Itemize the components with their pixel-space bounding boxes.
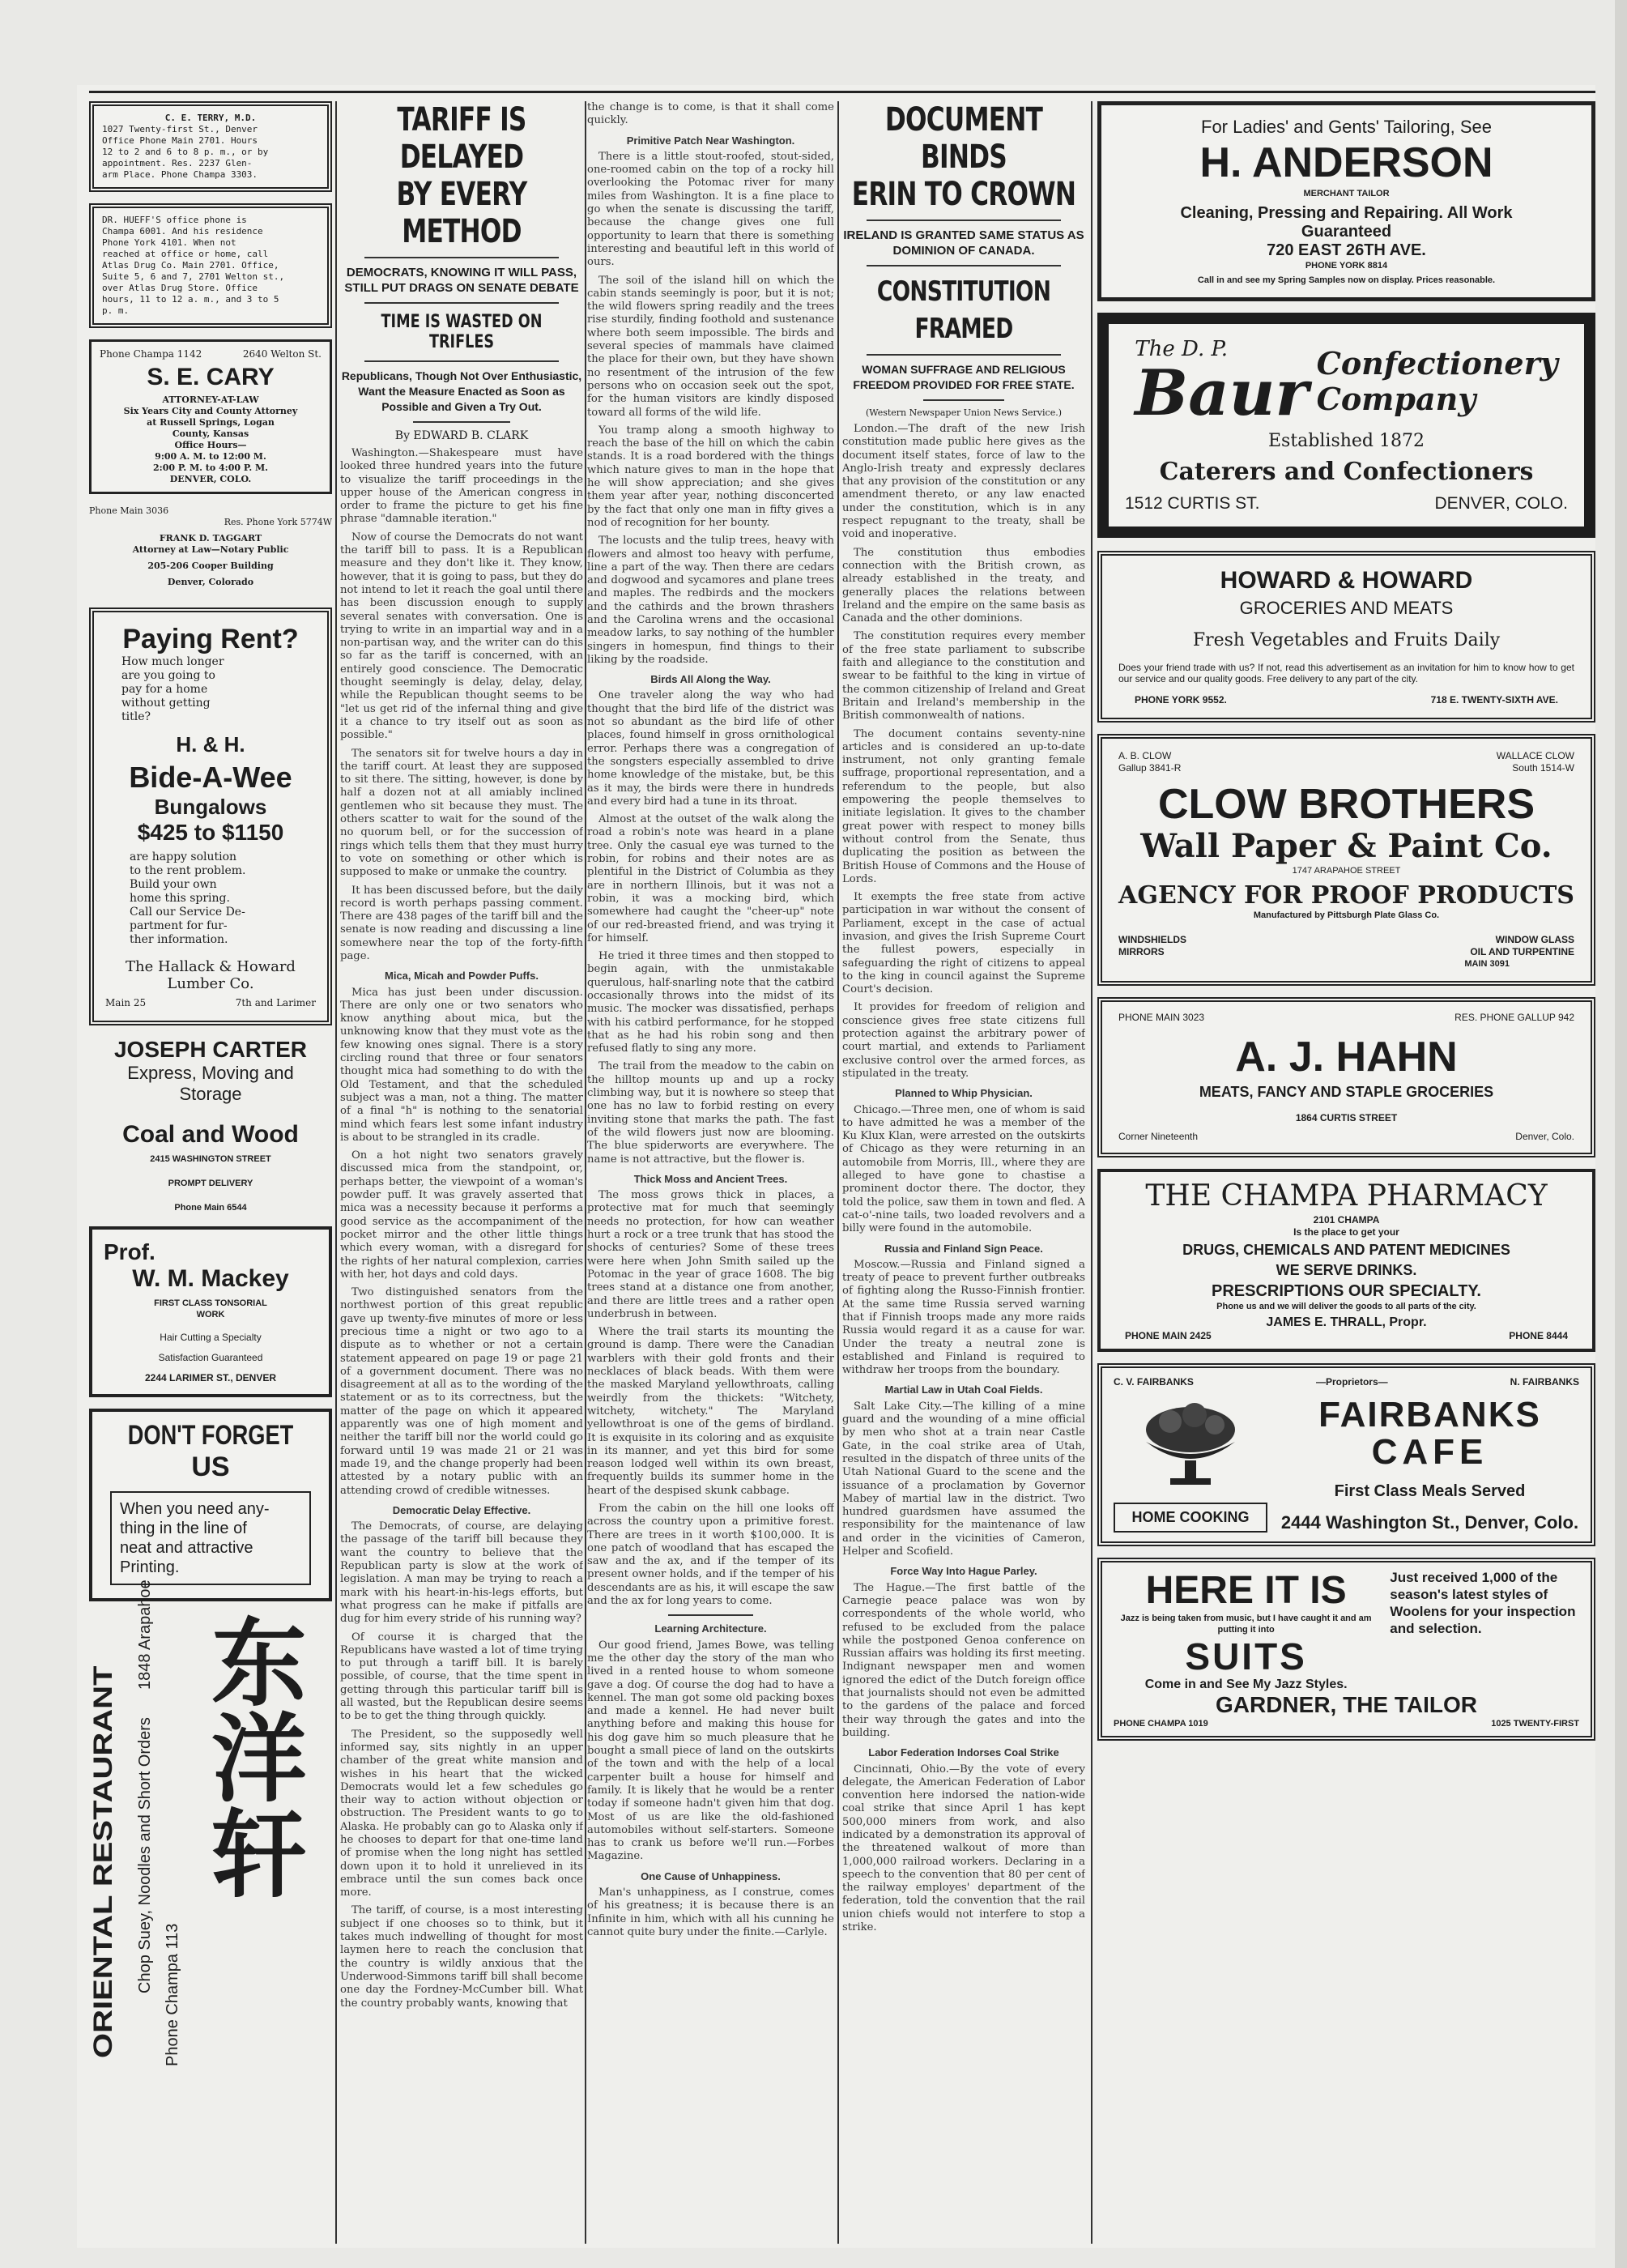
howard-name: HOWARD & HOWARD [1220,567,1473,594]
taggart-city: Denver, Colorado [167,577,254,587]
clow-phone: MAIN 3091 [1464,959,1510,969]
clow-right: WALLACE CLOW [1496,750,1574,761]
printing-line: Printing. [120,1558,180,1576]
gardner-just: Just received 1,000 of the season's latest styles of Woolens for your inspection and selection. [1390,1570,1576,1636]
irish-body [842,423,1085,1934]
taggart-addr: 205-206 Cooper Building [147,561,274,571]
irish-deck-2: WOMAN SUFFRAGE AND RELIGIOUS FREEDOM PROVIDED FOR FREE STATE. [853,363,1075,391]
paying-body-line: to the rent problem. [130,864,246,877]
hallack-howard: The Hallack & Howard [126,958,296,975]
headline-rule [364,257,559,258]
irish-paragraph: The constitution requires every member of the free state parliament to subscribe faith and allegiance to the constitution and swear to be faithful to the king in virtue of the common citizenship of Ireland and Great Britain and Ireland's membership in the British commonwealth of nations. [842,630,1085,723]
paying-title: Paying Rent? [122,624,299,654]
home-cooking: HOME COOKING [1114,1503,1267,1533]
anderson-line2: Guaranteed [1301,223,1392,241]
mackey-addr: 2244 LARIMER ST., DENVER [144,1372,277,1383]
byline-rule [413,421,510,423]
baur-city: DENVER, COLO. [1434,494,1568,513]
gardner-ad [1097,1558,1595,1741]
clow-sub: Wall Paper & Paint Co. [1140,827,1552,865]
champa-phone-us: Phone us and we will deliver the goods to all parts of the city. [1216,1302,1476,1311]
hh-logo: H. & H. [176,732,245,757]
prompt-delivery: PROMPT DELIVERY [168,1179,253,1188]
col3-body [587,101,834,1939]
cary-line: Six Years City and County Attorney [123,406,298,416]
mackey-title2: WORK [196,1310,225,1319]
hueff-line: Champa 6001. And his residence [102,226,263,237]
howard-phone: PHONE YORK 9552. [1135,694,1227,706]
fairbanks-meals: First Class Meals Served [1334,1482,1526,1500]
terry-name: C. E. TERRY, M.D. [164,113,257,123]
col3-subhead: Primitive Patch Near Washington. [626,134,795,147]
clow-left: A. B. CLOW [1118,750,1172,761]
col3-paragraph: From the cabin on the hill one looks off across the country upon a primitive forest. There are trees in it worth $100,000. It is one patch of woodland that has escaped the saw and the ax, and if the temper of its present owner holds, and if the temper of his descendants are as his, it will escape the saw and the ax for long years to come. [587,1502,834,1608]
hueff-line: Atlas Drug Co. Main 2701. Office, [102,260,279,271]
gardner-jazz: Jazz is being taken from music, but I have caught it and am putting it into [1120,1614,1372,1635]
col3-paragraph: Our good friend, James Bowe, was telling me the other day the story of the man who lived in a rented house to whom someone gave a dog. Of course the dog had to have a kennel. The man got some old packing boxes and made a kennel. He had never built anything before and making this house for his dog gave him so much pleasure that he bought a small piece of land on the outskirts of the town and with the help of a local carpenter built a house for himself and family. It is likely that he would be a renter today if someone hadn't given him that dog. Most of us are like the old-fashioned automobiles without self-starters. Someone has to crank us before we'll run.—Forbes Magazine. [587,1639,834,1863]
baur-established: Established 1872 [1267,431,1425,451]
mackey-name: W. M. Mackey [132,1265,289,1292]
tariff-paragraph: On a hot night two senators gravely discussed mica from the standpoint, or, perhaps better, the viewpoint of a woman's powder puff. It was gravely asserted that mica was a necessity because it performs a good service as the accompaniment of the pocket mirror and the other little things which every woman, with a disregard for the rights of her natural complexion, carries with her, hot days and cold days. [340,1149,583,1281]
cary-addr: 2640 Welton St. [242,348,322,360]
cary-attorney-card [89,339,332,494]
tariff-paragraph: Of course it is charged that the Republicans have wasted a lot of time trying to put through a tariff bill. It is barely possible, of course, that the time spent in getting through this particular tariff bill is all wasted, but the Republican desire seems to be to get the thing through quickly. [340,1631,583,1723]
col3-paragraph: Where the trail starts its mounting the ground is damp. There were the Canadian warblers with their gold fronts and their necklaces of black beads. With them were the masked Maryland yellowthroats, calling weirdly from the thickets: "Witchety, witchety, witchety." The Maryland yellowthroat is one of the gems of birdland. It is exquisite in its coloring and as exquisite in its manner, and yet this bird for some reason lodged well within its own breast, frequently builds its summer home in the heart of the despised skunk cabbage. [587,1326,834,1497]
bide-a-wee: Bide-A-Wee [129,761,292,794]
printing-line: neat and attractive [120,1539,253,1557]
irish-paragraph: London.—The draft of the new Irish constitution made public here gives as the document itself states, force of law to the Anglo-Irish treaty and expressly declares that any provision of the constitution or any amendment thereto, or any law enacted under the constitution, which is in any respect repugnant to the treaty, shall be void and inoperative. [842,423,1085,541]
tariff-deck-2: TIME IS WASTED ON TRIFLES [381,312,543,352]
baur-the: The D. P. [1135,337,1228,361]
baur-ad [1097,313,1595,538]
howard-fresh: Fresh Vegetables and Fruits Daily [1192,630,1501,650]
col3-paragraph: He tried it three times and then stopped to begin again, with the unmistakable querulous, half-snarling note that the catbird occasionally throws into the midst of its music. The mocker was dissatisfied, perhaps with his catbird performance, for he stopped that as he had his robin song and then refused flatly to sing any more. [587,950,834,1055]
printing-box [110,1491,311,1585]
howard-addr: 718 E. TWENTY-SIXTH AVE. [1430,694,1558,706]
col3-paragraph: Man's unhappiness, as I construe, comes of his greatness; it is because there is an Infinite in him, which with all his cunning he cannot quite bury under the finite.—Carlyle. [587,1886,834,1938]
champa-name: THE CHAMPA PHARMACY [1145,1179,1548,1213]
irish-paragraph: The Hague.—The first battle of the Carnegie peace palace was won by correspondents of the whole world, who refused to be excluded from the palace while the postponed Genoa conference on Russian affairs was holding its first meeting. Indignant newspaper men and women ignored the edict of the Dutch foreign office that journalists should not even be admitted to the gardens of the palace and forced their way through the gates and into the building. [842,1581,1085,1739]
howard-body: Does your friend trade with us? If not, read this advertisement as an invitation for him to know how to get our service and our quality goods. Free delivery to any part of the city. [1118,662,1574,684]
baur-caterers: Caterers and Confectioners [1159,458,1534,486]
gardner-addr: 1025 TWENTY-FIRST [1491,1719,1579,1729]
oriental-line: Chop Suey, Noodles and Short Orders [136,1717,154,1993]
gardner-suits: SUITS [1185,1635,1307,1678]
hueff-line: Suite 5, 6 and 7, 2701 Welton st., [102,271,285,282]
taggart-card [89,505,332,588]
carter-phone: Phone Main 6544 [174,1203,247,1213]
coal-and-wood: Coal and Wood [122,1121,299,1148]
col3-paragraph: The moss grows thick in places, a protective mat for much that seemingly needs no protection, for how can weather hurt a rock or a tree trunk that has stood the shocks of centuries? Some of these trees were here when John Smith sailed up the Potomac in the year of grace 1608. The big trees stand at a distance one from another, and there are little trees and a rather open underbrush in between. [587,1189,834,1320]
tariff-subhead: Democratic Delay Effective. [392,1503,531,1516]
paying-body-line: Build your own [130,878,217,891]
dont-forget-title: DON'T FORGET [127,1420,294,1451]
champa-is: Is the place to get your [1293,1226,1399,1238]
col3-paragraph: the change is to come, is that it shall come quickly. [587,101,834,127]
clow-mfg: Manufactured by Pittsburgh Plate Glass Co. [1253,910,1440,920]
irish-subhead: Labor Federation Indorses Coal Strike [868,1746,1059,1759]
cary-line: at Russell Springs, Logan [147,417,275,428]
price-range: $425 to $1150 [137,820,284,845]
page-edge [1615,0,1627,2268]
hueff-card [89,203,332,328]
col3-paragraph: One traveler along the way who had thought that the bird life of the district was not so abundant as the bird life of other places, found himself in gross ornithological error. Perhaps there was a congregation of the songsters especially assembled to drive home knowledge of the mistake, but, be this as it may, the birds were there in hundreds and every bird had a tune in its throat. [587,689,834,808]
carter-line1: Express, Moving and [127,1063,294,1083]
column-rule-1 [335,101,337,2244]
news-service: (Western Newspaper Union News Service.) [866,407,1062,418]
tariff-byline: By EDWARD B. CLARK [394,429,529,442]
taggart-res-phone: Res. Phone York 5774W [224,517,332,527]
fairbanks-ad [1097,1363,1595,1546]
constitution-framed: CONSTITUTION FRAMED [876,275,1051,345]
irish-paragraph: Chicago.—Three men, one of whom is said to have admitted he was a member of the Ku Klux Klan, were arrested on the outskirts of Chicago as they were returning in an automobile from Morris, Ill., where they are alleged to have gone to chastise a prominent doctor there. The doctor, they told the police, saw them in town and fled. A cat-o'-nine tails, two loaded revolvers and a billy were found in the automobile. [842,1103,1085,1235]
oriental-addr: 1848 Arapahoe [136,1580,154,1690]
mackey-specialty: Hair Cutting a Specialty [160,1332,262,1343]
clow-right-phone: South 1514-W [1512,762,1574,774]
terry-line: appointment. Res. 2237 Glen- [102,158,253,168]
gardner-come: Come in and See My Jazz Styles. [1144,1678,1348,1691]
col3-paragraph: You tramp along a smooth highway to reach the base of the hill on which the cabin stands. It is a road bordered with the things which nature gives to man in the hope that he will show appreciation; and she gives them year after year, nothing disconcerted by the fact that only one man in fifty gives a nod of recognition for her bounty. [587,424,834,529]
oriental-restaurant-ad [89,1580,332,2066]
carter-line2: Storage [179,1084,242,1104]
champa-phone2: PHONE 8444 [1509,1330,1568,1341]
cary-title: ATTORNEY-AT-LAW [162,394,259,405]
paying-line: title? [121,710,151,723]
hueff-line: p. m. [102,305,130,316]
champa-pharmacy-ad [1097,1169,1595,1352]
fruit-bowl-icon [1130,1397,1251,1494]
clow-window-glass: WINDOW GLASS [1495,934,1574,945]
tariff-paragraph: Now of course the Democrats do not want the tariff bill to pass. It is a Republican measure and they don't like it. They know, however, that it is going to pass, but they do not intend to let it reach the goal until there has been discussion enough to supply several senates with conversation. One is trying to write in an impartial way and in a non-partisan way, and the writer can do this so far as the tariff is concerned, with an entirely good conscience. The Democratic thought seemingly is delay, delay, delay, while the Republican thought seems to be "let us get rid of the infernal thing and give it a chance to try itself out as soon as possible." [340,531,583,742]
deck-rule [364,302,559,304]
column-rule-2 [585,101,586,2244]
hueff-line: Phone York 4101. When not [102,237,236,248]
column-rule-4 [1091,101,1092,2244]
fairbanks-name: FAIRBANKS [1318,1395,1541,1435]
col3-rule [668,1614,753,1616]
irish-paragraph: Moscow.—Russia and Finland signed a treaty of peace to prevent further outbreaks of fighting along the Russo-Finnish frontier. At the same time Russia served warning that if Finnish troops made any more raids Russia would regard it as a cause for war. Under the treaty a neutral zone is established and Finland is required to withdraw her troops from the boundary. [842,1258,1085,1377]
fairbanks-cafe: CAFE [1371,1432,1489,1472]
baur-company: Company [1316,381,1476,417]
anderson-intro: For Ladies' and Gents' Tailoring, See [1201,117,1492,137]
tariff-paragraph: The senators sit for twelve hours a day in the tariff court. At least they are supposed to sit there. The sitting, however, is done by half a dozen not at all amiably inclined gentlemen who sit because they must. The others scatter to wait for the sound of the no quorum bell, or for the succession of rings which tells them that they must hurry to vote on something or other which is supposed to make or unmake the country. [340,747,583,879]
baur-confectionery: Confectionery [1316,345,1558,382]
champa-addr: 2101 CHAMPA [1313,1214,1380,1226]
joseph-carter-ad [89,1037,332,1213]
tariff-subhead: Mica, Micah and Powder Puffs. [385,970,539,983]
tariff-headline-2: BY EVERY METHOD [396,176,527,250]
irish-rule-4 [923,399,1004,401]
cary-name: S. E. CARY [147,364,275,390]
col3-paragraph: The soil of the island hill on which the cabin stands seemingly is poor, but it is not; the wild flowers spring readily and the trees rise sturdily, finding foothold and sustenance where both seem impossible. The birds and several species of mammals have claimed the place for their own, but they have shown no resentment of the intrusion of the few persons who on occasion seek out the spot, for the human visitors are kindly disposed toward all forms of the wild life. [587,274,834,419]
clow-mirrors: MIRRORS [1118,946,1165,957]
printing-line: thing in the line of [120,1520,247,1537]
fairbanks-left: C. V. FAIRBANKS [1114,1376,1194,1388]
cary-line: Office Hours— [174,440,247,450]
champa-drugs: DRUGS, CHEMICALS AND PATENT MEDICINES [1182,1242,1510,1258]
bungalows: Bungalows [154,795,267,819]
col3-paragraph: The trail from the meadow to the cabin on the hilltop mounts up and up a rocky climbing way, but it is nowhere so steep that one has no law to forbid resting on every inviting stone that marks the path. The fast of the wild flowers just now are blooming. The blue spiderworts are everywhere. The name is not attractive, but the flower is. [587,1060,834,1166]
col3-subhead: Learning Architecture. [654,1622,767,1635]
cary-line: County, Kansas [172,428,249,439]
mackey-prof: Prof. [104,1239,155,1264]
taggart-name: FRANK D. TAGGART [159,533,262,544]
tariff-headline-1: TARIFF IS DELAYED [397,101,526,176]
here-it-is: HERE IT IS [1145,1569,1347,1612]
column-3-article [587,101,834,1944]
column-rule-3 [837,101,839,2244]
mackey-title: FIRST CLASS TONSORIAL [154,1298,267,1308]
irish-subhead: Force Way Into Hague Parley. [890,1565,1037,1578]
cary-phone: Phone Champa 1142 [100,348,202,360]
clow-oil: OIL AND TURPENTINE [1470,946,1574,957]
column-5-ads [1097,101,1595,2248]
irish-rule-3 [867,354,1061,356]
irish-paragraph: Cincinnati, Ohio.—By the vote of every delegate, the American Federation of Labor convention here indorsed the nation-wide coal strike that since April 1 has kept 500,000 miners from work, and also indicated by a demonstration its approval of the threatened walkout of more than 1,000,000 railroad workers. Declaring in a speech to the convention that 80 per cent of the railway employes' department of the federation, told the convention that the rail union chiefs would not interfere to stop a strike. [842,1763,1085,1934]
clow-windshields: WINDSHIELDS [1118,934,1186,945]
carter-name: JOSEPH CARTER [113,1037,308,1062]
tariff-paragraph: Washington.—Shakespeare must have looked three hundred years into the future to visualize the tariff proceedings in the upper house of the American congress in order to frame the picture to get his fine phrase "damnable iteration." [340,447,583,526]
paying-line: without getting [121,697,211,710]
irish-headline-1: DOCUMENT BINDS [884,101,1043,176]
paying-line: pay for a home [121,683,208,696]
paying-body-line: partment for fur- [130,919,228,932]
baur-name: Baur [1135,356,1309,430]
hahn-phone: PHONE MAIN 3023 [1118,1012,1205,1023]
anderson-addr: 720 EAST 26TH AVE. [1267,241,1426,259]
howard-sub: GROCERIES AND MEATS [1239,598,1454,618]
hahn-name: A. J. HAHN [1235,1034,1458,1081]
paying-body-line: Call our Service De- [130,906,245,919]
irish-paragraph: The constitution thus embodies connection with the British crown, as already established in the treaty, and generally places the relations between Ireland and the empire on the same basis as Canada and the other dominions. [842,546,1085,625]
lumber-co: Lumber Co. [167,975,254,992]
tariff-article [340,101,583,2015]
hahn-addr: 1864 CURTIS STREET [1295,1112,1398,1123]
col3-paragraph: Almost at the outset of the walk along the road a robin's note was heard in a plane tree. Only the casual eye was turned to the robin, for robins and their notes are as plentiful in the District of Columbia as they are in northern Illinois, but it was not a robin, it was a mocking bird, which somewhere had caught the "cheer-up" note of our red-breasted friend, and was trying it for himself. [587,813,834,944]
carter-addr: 2415 WASHINGTON STREET [150,1154,271,1164]
tariff-deck-1: DEMOCRATS, KNOWING IT WILL PASS, STILL PUT DRAGS ON SENATE DEBATE [344,266,579,295]
hueff-line: hours, 11 to 12 a. m., and 3 to 5 [102,294,279,305]
deck-rule-2 [364,360,559,362]
paying-body-line: home this spring. [130,892,230,905]
clow-agency: AGENCY FOR PROOF PRODUCTS [1118,881,1574,910]
paying-body-line: ther information. [130,933,228,946]
champa-presc: PRESCRIPTIONS OUR SPECIALTY. [1211,1282,1481,1300]
tariff-paragraph: The Democrats, of course, are delaying the passage of the tariff bill because they want the country to believe that the Republican party is slow at the work of legislation. A man may be trying to reach a mark with his heart-in-his-legs efforts, but what progress can he make if pitfalls are dug for him every stride of his running way? [340,1520,583,1626]
anderson-foot: Call in and see my Spring Samples now on display. Prices reasonable. [1197,275,1496,285]
paying-rent-ad [89,608,332,1025]
champa-phone1: PHONE MAIN 2425 [1125,1330,1212,1341]
gardner-phone: PHONE CHAMPA 1019 [1114,1719,1208,1729]
tariff-paragraph: The President, so the supposedly well informed say, sits nightly in an upper chamber of the great white mansion and wishes in his heart that the wicked Democrats would let a few schedules go their way to action without objection or obstruction. The President wants to go to Alaska. He probably can go to Alaska only if he chooses to depart for that one-time land of promise when the long night has settled down upon it to hold it unrelieved in its embrace until the sun comes back once more. [340,1728,583,1899]
hahn-corner: Corner Nineteenth [1118,1131,1199,1142]
terry-line: arm Place. Phone Champa 3303. [102,169,258,180]
baur-addr: 1512 CURTIS ST. [1125,494,1260,513]
terry-card [89,101,332,192]
fairbanks-right: N. FAIRBANKS [1510,1376,1579,1388]
hahn-ad [1097,997,1595,1157]
irish-subhead: Russia and Finland Sign Peace. [884,1242,1043,1255]
hahn-sub: MEATS, FANCY AND STAPLE GROCERIES [1199,1084,1494,1100]
irish-rule-2 [867,265,1061,266]
howard-ad [1097,551,1595,723]
hh-phone: Main 25 [105,997,147,1008]
irish-subhead: Planned to Whip Physician. [895,1087,1033,1100]
col3-paragraph: There is a little stout-roofed, stout-sided, one-roomed cabin on the top of a rocky hill overlooking the Potomac river for many miles from Washington. It is a fine place to go when the senate is discussing the tariff, because the change gives one full opportunity to learn that there is something interesting and beautiful left in this world of ours. [587,150,834,269]
col3-subhead: Birds All Along the Way. [650,673,771,686]
taggart-phone: Phone Main 3036 [89,505,169,516]
anderson-phone: PHONE YORK 8814 [1305,261,1388,271]
terry-line: Office Phone Main 2701. Hours [102,135,258,146]
hueff-line: DR. HUEFF'S office phone is [102,215,247,225]
cary-line: 9:00 A. M. to 12:00 M. [155,451,266,462]
mackey-satisfaction: Satisfaction Guaranteed [158,1352,263,1363]
column-1-ads [89,101,332,2248]
anderson-title: MERCHANT TAILOR [1303,189,1390,198]
dont-forget-us: US [191,1452,230,1482]
anderson-ad [1097,101,1595,301]
hueff-line: reached at office or home, call [102,249,269,259]
terry-line: 1027 Twenty-first St., Denver [102,124,258,134]
irish-subhead: Martial Law in Utah Coal Fields. [884,1383,1043,1396]
oriental-phone: Phone Champa 113 [164,1923,181,2066]
clow-left-phone: Gallup 3841-R [1118,762,1182,774]
clow-name: CLOW BROTHERS [1157,781,1535,828]
col3-paragraph: The locusts and the tulip trees, heavy with flowers and almost too heavy with perfume, line a part of the way. Then there are cedars and dogwood and sycamores and plane trees and maples. The redbirds and the mockers and the cathirds and the brown thrashers and the Carolina wrens and the occasional meadow larks, to say nothing of the humbler singers in homespun, find things to their liking by the roadside. [587,535,834,666]
irish-article [842,101,1085,1939]
irish-rule [867,220,1061,221]
tariff-body [340,447,583,2010]
paying-line: are you going to [121,669,215,682]
col3-subhead: Thick Moss and Ancient Trees. [633,1172,788,1185]
clow-addr: 1747 ARAPAHOE STREET [1292,866,1401,876]
tariff-paragraph: It has been discussed before, but the daily record is worth perhaps passing comment. There are 438 pages of the tariff bill and the senate is now reading and discussing a line somewhere near the top of the forty-fifth page. [340,884,583,962]
cary-line: DENVER, COLO. [169,474,252,484]
anderson-name: H. ANDERSON [1199,139,1493,186]
oriental-name: ORIENTAL RESTAURANT [89,1665,118,2058]
champa-serve: WE SERVE DRINKS. [1276,1262,1417,1278]
dont-forget-ad [89,1409,332,1601]
oriental-chinese-characters: 东洋轩 [195,1613,308,1899]
printing-line: When you need any- [120,1500,270,1518]
hh-addr: 7th and Larimer [235,997,316,1008]
anderson-line1: Cleaning, Pressing and Repairing. All Work [1180,204,1513,222]
tariff-paragraph: The tariff, of course, is a most interesting subject if one chooses so to think, but it takes much indwelling of thought for most laymen here to reach the conclusion that the country is wildly anxious that the Underwood-Simmons tariff bill shall become one day the Fordney-McCumber bill. What the country probably wants, knowing that [340,1904,583,2010]
irish-paragraph: The document contains seventy-nine articles and is considered an up-to-date instrument, not only granting female suffrage, proportional representation, and a referendum to the people, but also empowering the people themselves to initiate legislation. It gives to the chamber great power with respect to money bills without control from the Senate, thus duplicating the position as between the British House of Commons and the House of Lords. [842,727,1085,885]
irish-paragraph: It provides for freedom of religion and conscience gives free state citizens full protection against the arbitrary power of court martial, and extends to Parliament exclusive control over the armed forces, as stipulated in the treaty. [842,1001,1085,1080]
col3-subhead: One Cause of Unhappiness. [641,1869,781,1882]
terry-line: 12 to 2 and 6 to 8 p. m., or by [102,147,269,157]
fairbanks-addr: 2444 Washington St., Denver, Colo. [1280,1512,1579,1533]
irish-headline-2: ERIN TO CROWN [851,176,1076,213]
irish-paragraph: Salt Lake City.—The killing of a mine guard and the wounding of a mine official by men who shot at a train near Castle Gate, in the coal strike area of Utah, resulted in the dispatch of three units of the Utah National Guard to the scene and the issuance of a proclamation by Governor Mabey of martial law in the district. Two hundred guardsmen have assumed the responsibility for the maintenance of law and order in the vicinities of Cameron, Helper and Scofield. [842,1400,1085,1558]
tariff-deck-3: Republicans, Though Not Over Enthusiastic, Want the Measure Enacted as Soon as Possible and Given a Try Out. [341,369,582,413]
hahn-city: Denver, Colo. [1515,1131,1574,1142]
paying-line: How much longer [121,655,224,668]
tariff-paragraph: Two distinguished senators from the northwest portion of this great republic gave up twenty-five minutes of more or less precious time a night or two ago to a dispute as to whether or not a certain statement appeared on page 19 or page 21 of a government document. There was no disagreement at all as to the wording of the statement or as to its correctness, but the matter of the page on which it appeared apparently was one of high moment and neither the tariff bill nor the world could go forward until 19 was made 21 or 21 was made 19, and the change properly had been attested by a notary public with an attending crowd of credible witnesses. [340,1286,583,1497]
taggart-title: Attorney at Law—Notary Public [132,544,289,555]
champa-prop: JAMES E. THRALL, Propr. [1266,1315,1427,1329]
irish-paragraph: It exempts the free state from active participation in war without the consent of Parliament, except in the case of actual invasion, and gives the Irish Supreme Court the fullest powers, especially in safeguarding the right of citizens to appeal to the king in council against the Supreme Court's decision. [842,891,1085,996]
fairbanks-mid: —Proprietors— [1315,1376,1388,1388]
paying-body-line: are happy solution [130,850,237,863]
cary-line: 2:00 P. M. to 4:00 P. M. [152,463,268,473]
top-rule [89,91,1595,93]
hahn-res-phone: RES. PHONE GALLUP 942 [1455,1012,1574,1023]
clow-ad [1097,734,1595,986]
gardner-name: GARDNER, THE TAILOR [1215,1692,1478,1717]
mackey-ad [89,1226,332,1397]
tariff-paragraph: Mica has just been under discussion. There are only one or two senators who know anything about mica, but the unknowing know that they must vote as the few knowing ones signal. There is a story circling round that three or four senators thought mica had something to do with the Old Testament, and that the scheduled subject was a man, not a thing. The matter of a final "h" is nothing to the senatorial mind which fears lest some infant industry is about to be strangled in its cradle. [340,986,583,1144]
irish-deck-1: IRELAND IS GRANTED SAME STATUS AS DOMINION OF CANADA. [843,228,1084,258]
hueff-line: over Atlas Drug Store. Office [102,283,258,293]
